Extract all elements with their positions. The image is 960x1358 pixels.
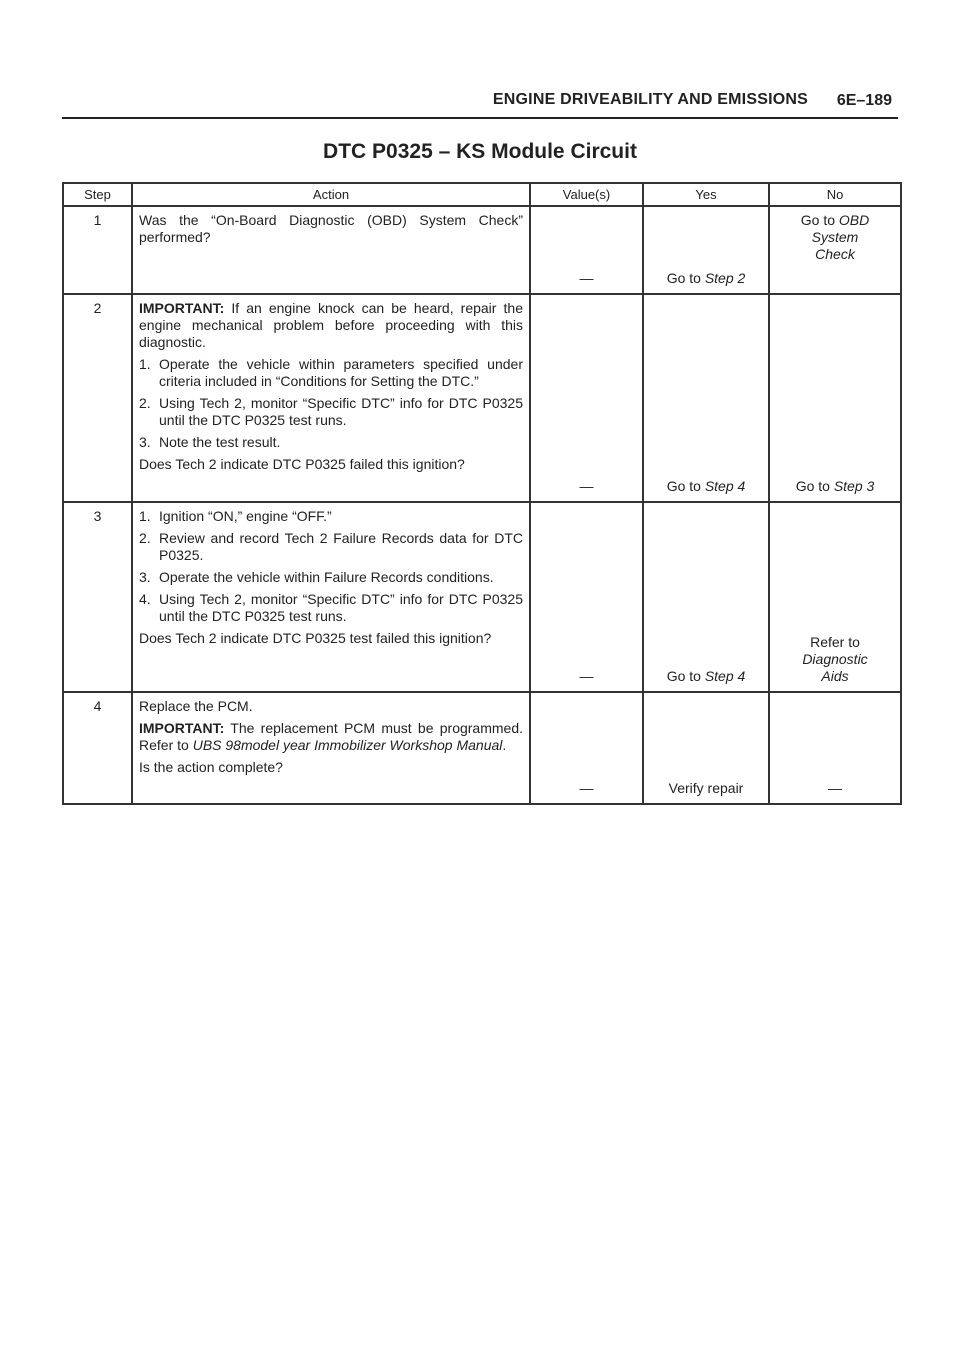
no-link-aids: Aids bbox=[821, 668, 849, 684]
action-question: Does Tech 2 indicate DTC P0325 test failed this ignition? bbox=[139, 630, 492, 646]
step-number: 3 bbox=[63, 502, 132, 692]
manual-reference: UBS 98model year Immobilizer Workshop Manual bbox=[192, 737, 503, 753]
list-item: 4. Using Tech 2, monitor “Specific DTC” info for DTC P0325 until the DTC P0325 test runs. bbox=[139, 591, 523, 624]
yes-link: Step 4 bbox=[704, 668, 746, 684]
diagnostic-table bbox=[62, 182, 902, 805]
table-row bbox=[63, 206, 901, 294]
no-refer-text: Refer to bbox=[810, 634, 860, 650]
step-number: 1 bbox=[63, 206, 132, 294]
no-prefix: Go to bbox=[800, 212, 835, 228]
action-text: Replace the PCM. bbox=[139, 698, 253, 714]
important-note bbox=[139, 720, 523, 754]
action-cell bbox=[132, 502, 530, 692]
page-number: 6E–189 bbox=[836, 92, 892, 109]
column-header-action: Action bbox=[132, 183, 530, 206]
no-cell bbox=[769, 502, 901, 692]
no-link-obd: OBD bbox=[838, 212, 870, 228]
list-item: 1. Operate the vehicle within parameters specified under criteria included in “Conditions for Setting the DTC.” bbox=[139, 356, 523, 389]
yes-prefix: Go to bbox=[666, 478, 701, 494]
no-cell: — bbox=[769, 692, 901, 804]
yes-cell bbox=[643, 502, 769, 692]
no-link-check: Check bbox=[815, 246, 855, 262]
important-label: IMPORTANT: bbox=[139, 720, 225, 736]
important-text: The replacement PCM must be programmed. Refer to bbox=[139, 720, 523, 753]
important-end: . bbox=[502, 737, 507, 753]
yes-cell: Verify repair bbox=[643, 692, 769, 804]
step-number: 4 bbox=[63, 692, 132, 804]
important-note bbox=[139, 300, 523, 351]
important-label: IMPORTANT: bbox=[139, 300, 225, 316]
yes-prefix: Go to bbox=[666, 270, 701, 286]
no-link-diagnostic: Diagnostic bbox=[802, 651, 868, 667]
table-header-row bbox=[63, 183, 901, 206]
action-cell bbox=[132, 206, 530, 294]
column-header-no: No bbox=[769, 183, 901, 206]
step-number: 2 bbox=[63, 294, 132, 502]
list-item: 1. Ignition “ON,” engine “OFF.” bbox=[139, 508, 332, 524]
action-cell bbox=[132, 294, 530, 502]
yes-prefix: Go to bbox=[666, 668, 701, 684]
list-item: 3. Note the test result. bbox=[139, 434, 281, 450]
no-link-system: System bbox=[811, 229, 859, 245]
no-prefix: Go to bbox=[795, 478, 830, 494]
table-row bbox=[63, 692, 901, 804]
yes-link: Step 2 bbox=[704, 270, 746, 286]
yes-link: Step 4 bbox=[704, 478, 746, 494]
column-header-yes: Yes bbox=[643, 183, 769, 206]
value-cell: — bbox=[530, 294, 643, 502]
table-row bbox=[63, 502, 901, 692]
action-question: Does Tech 2 indicate DTC P0325 failed this ignition? bbox=[139, 456, 465, 472]
no-cell bbox=[769, 294, 901, 502]
column-header-step: Step bbox=[63, 183, 132, 206]
list-item: 3. Operate the vehicle within Failure Records conditions. bbox=[139, 569, 494, 585]
yes-cell bbox=[643, 294, 769, 502]
column-header-values: Value(s) bbox=[530, 183, 643, 206]
list-item: 2. Using Tech 2, monitor “Specific DTC” info for DTC P0325 until the DTC P0325 test runs. bbox=[139, 395, 523, 428]
action-cell bbox=[132, 692, 530, 804]
list-item: 2. Review and record Tech 2 Failure Records data for DTC P0325. bbox=[139, 530, 523, 563]
no-cell bbox=[769, 206, 901, 294]
table-row bbox=[63, 294, 901, 502]
value-cell: — bbox=[530, 206, 643, 294]
section-title: ENGINE DRIVEABILITY AND EMISSIONS bbox=[492, 91, 808, 108]
action-question: Was the “On-Board Diagnostic (OBD) System Check” performed? bbox=[139, 212, 523, 245]
page-header bbox=[62, 86, 898, 119]
value-cell: — bbox=[530, 502, 643, 692]
yes-cell bbox=[643, 206, 769, 294]
action-question: Is the action complete? bbox=[139, 759, 283, 775]
page-title: DTC P0325 – KS Module Circuit bbox=[323, 140, 637, 163]
no-link: Step 3 bbox=[833, 478, 875, 494]
value-cell: — bbox=[530, 692, 643, 804]
important-text: If an engine knock can be heard, repair the engine mechanical problem before proceeding with this diagnostic. bbox=[139, 300, 523, 350]
